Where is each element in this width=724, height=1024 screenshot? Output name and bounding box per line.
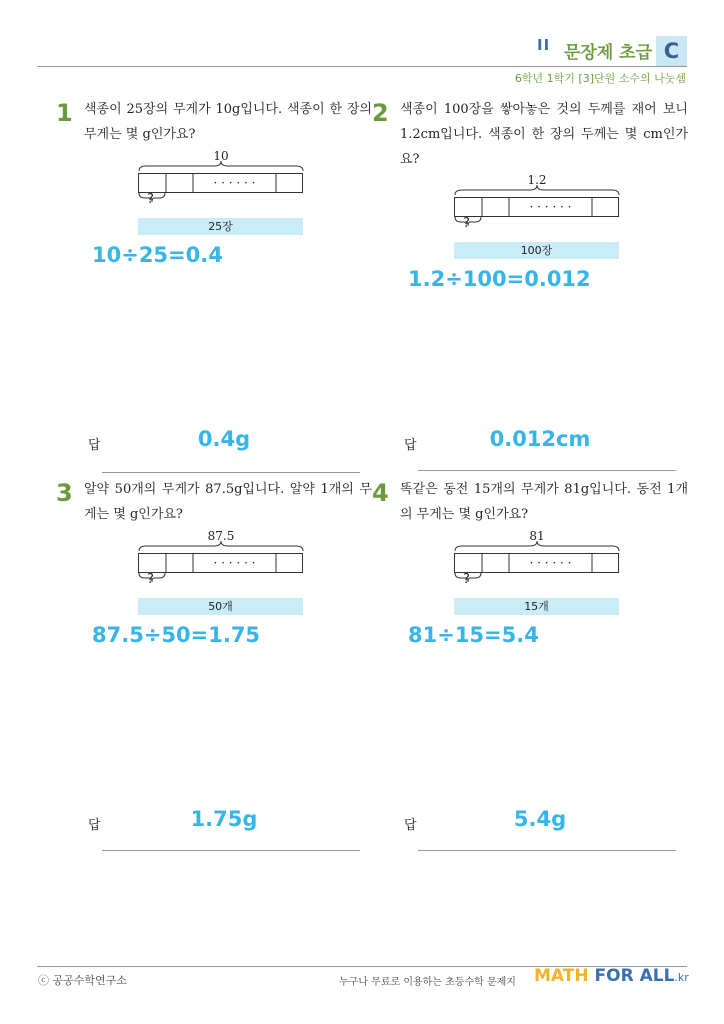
answer-label: 답	[88, 438, 101, 453]
diagram-total: 81	[529, 529, 545, 543]
problem-4	[372, 477, 724, 862]
section-mark: II	[537, 36, 551, 54]
diagram-question: ?	[147, 572, 154, 587]
answer-underline	[102, 472, 360, 473]
level-badge: C	[656, 36, 687, 66]
brand-forall: FOR ALL	[594, 966, 675, 986]
brand-suffix: .kr	[674, 971, 689, 984]
tape-diagram	[454, 531, 620, 611]
answer-underline	[102, 850, 360, 851]
answer-unit: g	[235, 427, 251, 451]
answer-underline	[418, 850, 676, 851]
tape-diagram	[454, 175, 620, 255]
answer-label: 답	[404, 818, 417, 833]
unit-subtitle: 6학년 1학기 [3]단원 소수의 나눗셈	[514, 72, 686, 85]
answer-underline	[418, 470, 676, 471]
diagram-question: ?	[463, 216, 470, 231]
answer-value	[440, 427, 640, 451]
answer-label: 답	[88, 818, 101, 833]
problem-2	[372, 97, 724, 482]
problem-number: 1	[56, 99, 73, 127]
header-divider	[37, 66, 687, 67]
answer-number: 5.4	[513, 807, 552, 831]
problem-number: 2	[372, 99, 389, 127]
answer-value	[124, 427, 324, 451]
diagram-dots: · · · · · ·	[213, 176, 256, 190]
solution-formula: 1.2÷100=0.012	[408, 267, 591, 291]
answer-value	[440, 807, 640, 831]
answer-unit: cm	[556, 427, 591, 451]
problem-number: 3	[56, 479, 73, 507]
brand-math: MATH	[534, 966, 589, 986]
answer-unit: g	[242, 807, 258, 831]
answer-unit: g	[551, 807, 567, 831]
diagram-count: 100장	[454, 242, 619, 259]
problem-text: 색종이 100장을 쌓아놓은 것의 두께를 재어 보니 1.2cm입니다. 색종이 한 장의 두께는 몇 cm인가요?	[400, 102, 688, 167]
answer-number: 0.012	[489, 427, 557, 451]
tape-diagram	[138, 151, 304, 231]
problem-text: 색종이 25장의 무게가 10g입니다. 색종이 한 장의 무게는 몇 g인가요?	[84, 102, 372, 142]
solution-formula: 87.5÷50=1.75	[92, 623, 261, 647]
diagram-dots: · · · · · ·	[213, 556, 256, 570]
problem-text: 알약 50개의 무게가 87.5g입니다. 알약 1개의 무게는 몇 g인가요?	[84, 482, 372, 522]
diagram-dots: · · · · · ·	[529, 200, 572, 214]
footer-slogan: 누구나 무료로 이용하는 초등수학 문제지	[339, 977, 516, 988]
diagram-question: ?	[147, 192, 154, 207]
problem-number: 4	[372, 479, 389, 507]
copyright: ⓒ 공공수학연구소	[38, 974, 127, 987]
brand-logo	[534, 966, 689, 986]
problem-text: 똑같은 동전 15개의 무게가 81g입니다. 동전 1개의 무게는 몇 g인가요?	[400, 482, 689, 522]
tape-diagram	[138, 531, 304, 611]
diagram-total: 87.5	[207, 529, 235, 543]
answer-label: 답	[404, 438, 417, 453]
solution-formula: 81÷15=5.4	[408, 623, 539, 647]
answer-value	[124, 807, 324, 831]
diagram-count: 15개	[454, 598, 619, 615]
diagram-count: 50개	[138, 598, 303, 615]
diagram-dots: · · · · · ·	[529, 556, 572, 570]
answer-number: 1.75	[190, 807, 243, 831]
problem-1	[56, 97, 414, 482]
diagram-count: 25장	[138, 218, 303, 235]
diagram-total: 1.2	[527, 173, 547, 187]
diagram-question: ?	[463, 572, 470, 587]
answer-number: 0.4	[197, 427, 236, 451]
diagram-total: 10	[213, 149, 229, 163]
worksheet-title: 문장제 초급	[564, 43, 653, 63]
solution-formula: 10÷25=0.4	[92, 243, 223, 267]
problem-3	[56, 477, 414, 862]
